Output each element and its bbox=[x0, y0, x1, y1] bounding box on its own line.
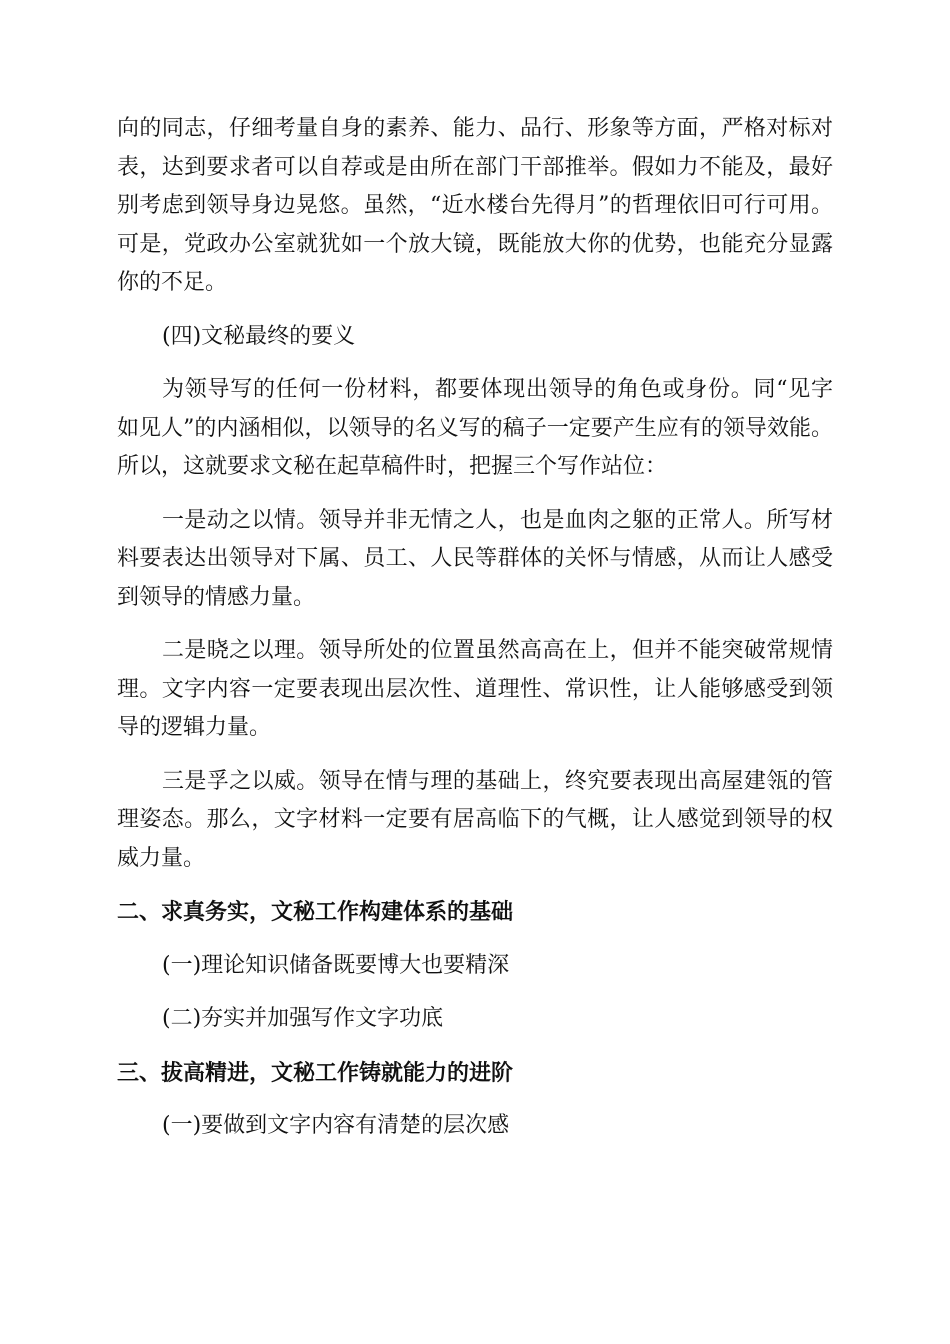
body-paragraph: 向的同志，仔细考量自身的素养、能力、品行、形象等方面，严格对标对表，达到要求者可以自荐或是由所在部门干部推举。假如力不能及，最好别考虑到领导身边晃悠。虽然，“近水楼台先得月”的哲理依旧可行可用。可是，党政办公室就犹如一个放大镜，既能放大你的优势，也能充分显露你的不足。 bbox=[117, 116, 833, 295]
subsection-heading: (一)要做到文字内容有清楚的层次感 bbox=[162, 1113, 510, 1138]
body-paragraph: 为领导写的任何一份材料，都要体现出领导的角色或身份。同“见字如见人”的内涵相似，以领导的名义写的稿子一定要产生应有的领导效能。所以，这就要求文秘在起草稿件时，把握三个写作站位： bbox=[117, 377, 833, 479]
section-heading: 二、求真务实，文秘工作构建体系的基础 bbox=[117, 899, 514, 925]
section-heading: 三、拔高精进，文秘工作铸就能力的进阶 bbox=[117, 1059, 514, 1086]
subsection-heading: (二)夯实并加强写作文字功底 bbox=[162, 1006, 444, 1031]
body-paragraph: 三是孚之以威。领导在情与理的基础上，终究要表现出高屋建瓴的管理姿态。那么，文字材料一定要有居高临下的气概，让人感觉到领导的权威力量。 bbox=[117, 768, 833, 871]
subsection-heading: (一)理论知识储备既要博大也要精深 bbox=[162, 952, 510, 978]
body-paragraph: 二是晓之以理。领导所处的位置虽然高高在上，但并不能突破常规情理。文字内容一定要表现出层次性、道理性、常识性，让人能够感受到领导的逻辑力量。 bbox=[117, 638, 833, 740]
document-page bbox=[117, 110, 833, 1146]
body-paragraph: 一是动之以情。领导并非无情之人，也是血肉之躯的正常人。所写材料要表达出领导对下属、员工、人民等群体的关怀与情感，从而让人感受到领导的情感力量。 bbox=[117, 507, 833, 610]
subsection-heading: (四)文秘最终的要义 bbox=[162, 323, 356, 349]
